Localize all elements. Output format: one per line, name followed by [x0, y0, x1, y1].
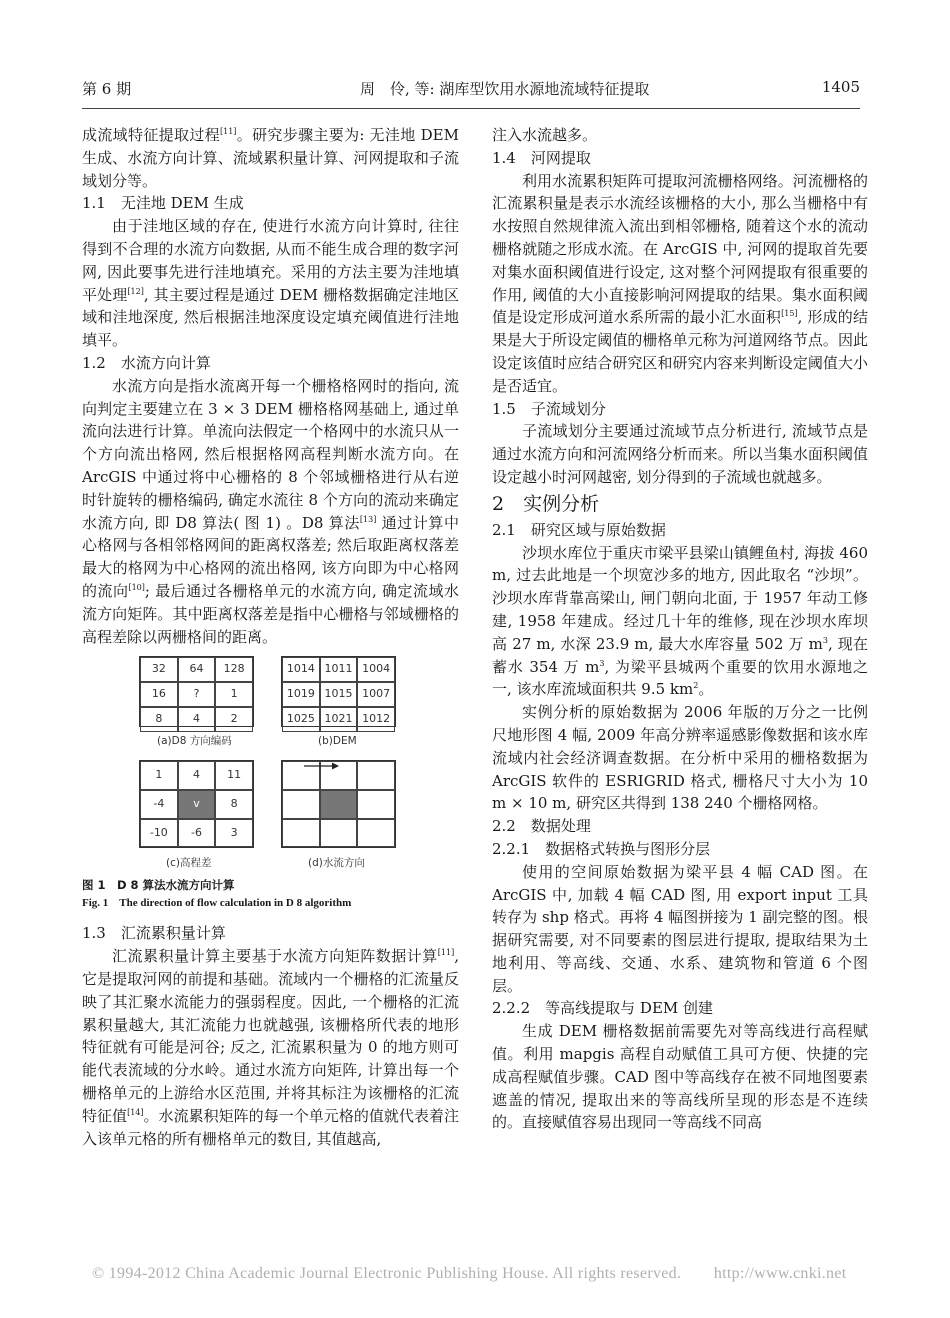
subcaption-c: (c)高程差	[166, 857, 212, 870]
citation: [12]	[127, 286, 144, 296]
grid-cell: 1015	[320, 682, 358, 707]
subsection-heading: 2.2.2 等高线提取与 DEM 创建	[492, 999, 714, 1018]
grid-cell: -6	[178, 819, 216, 848]
paragraph: 注入水流越多。	[492, 126, 598, 144]
grid-cell: 1007	[357, 682, 395, 707]
grid-cell: 8	[215, 790, 253, 819]
grid-cell: 1012	[357, 707, 395, 732]
paragraph: 汇流累积量计算主要基于水流方向矩阵数据计算[11], 它是提取河网的前提和基础。流域内一个栅格的汇流量反映了其汇聚水流能力的强弱程度。因此, 一个栅格的汇流累积量越大, 其汇流能力也就越强, 该栅格所代表的地形特征就有可能是河谷; 反之, 汇流累积量为 0 的地方则可能代表流域的分水岭。通过水流方向矩阵, 计算出每一个栅格单元的上游给水区范围, 并将其标注为该栅格的汇流特征值[14]。水流累积矩阵的每一个单元格的值就代表着注入该单元格的所有栅格单元的数目, 其值越高,	[82, 947, 459, 1148]
citation: [14]	[127, 1107, 144, 1117]
grid-cell: 64	[178, 657, 216, 682]
copyright-watermark: © 1994-2012 China Academic Journal Electronic Publishing House. All rights reserved. http://www.cnki.net	[92, 1265, 847, 1282]
grid-cell: 4	[178, 707, 216, 732]
paragraph: 成流域特征提取过程[11]。研究步骤主要为: 无洼地 DEM 生成、水流方向计算、流域累积量计算、河网提取和子流域划分等。	[82, 126, 459, 190]
section-heading: 1.1 无洼地 DEM 生成	[82, 194, 244, 213]
section-heading: 1.5 子流域划分	[492, 399, 606, 418]
caption-chinese: 图 1 D 8 算法水流方向计算	[82, 878, 235, 893]
paragraph: 由于洼地区域的存在, 使进行水流方向计算时, 往往得到不合理的水流方向数据, 从而不能生成合理的数字河网, 因此要事先进行洼地填充。采用的方法主要为洼地填平处理[12], 其主要过程是通过 DEM 栅格数据确定洼地区域和洼地深度, 然后根据洼地深度设定填充阈值进行洼地填平。	[82, 217, 459, 350]
subsection-heading: 2.2.1 数据格式转换与图形分层	[492, 839, 711, 858]
citation: [15]	[781, 309, 798, 319]
grid-elevation-difference	[139, 760, 254, 848]
subcaption-d: (d)水流方向	[308, 857, 365, 870]
grid-flow-direction	[281, 760, 396, 848]
citation: [13]	[359, 514, 377, 524]
paragraph: 水流方向是指水流离开每一个栅格格网时的指向, 流向判定主要建立在 3 × 3 DEM 栅格格网基础上, 通过单流向法进行计算。单流向法假定一个格网中的水流只从一个方向流出格网, 然后根据格网高程判断水流方向。在 ArcGIS 中通过将中心栅格的 8 个邻域栅格进行从右逆时针旋转的栅格编码, 确定水流往 8 个方向的流动来确定水流方向, 即 D8 算法( 图 1) 。D8 算法[13] 通过计算中心格网与各相邻格网间的距离权落差; 然后取距离权落差最大的格网为中心格网的流出格网, 该方向即为中心格网的流向[10]; 最后通过各栅格单元的水流方向, 确定流域水流方向矩阵。其中距离权落差是指中心栅格与邻域栅格的高程差除以两栅格间的距离。	[82, 376, 459, 646]
grid-cell	[282, 819, 320, 848]
chapter-heading: 2 实例分析	[492, 492, 600, 515]
flow-arrow-icon	[304, 761, 340, 771]
grid-cell: 1014	[282, 657, 320, 682]
grid-cell: 1011	[320, 657, 358, 682]
header-rule	[82, 108, 860, 109]
figure-caption	[82, 876, 459, 912]
paragraph: 生成 DEM 栅格数据前需要先对等高线进行高程赋值。利用 mapgis 高程自动赋值工具可方便、快捷的完成高程赋值步骤。CAD 图中等高线存在被不同地图要素遮盖的情况, 提取出来的等高线所呈现的形态是不连续的。直接赋值容易出现同一等高线不同高	[492, 1022, 868, 1132]
grid-cell: 1	[215, 682, 253, 707]
paragraph: 使用的空间原始数据为梁平县 4 幅 CAD 图。在 ArcGIS 中, 加载 4 幅 CAD 图, 用 export input 工具转存为 shp 格式。再将 4 幅图拼接为 1 副完整的图。根据研究需要, 对不同要素的图层进行提取, 提取结果为土地利用、等高线、交通、水系、建筑物和管道 6 个图层。	[492, 862, 868, 995]
subcaption-a: (a)D8 方向编码	[157, 735, 232, 748]
citation: [11]	[437, 948, 455, 958]
grid-cell: 16	[140, 682, 178, 707]
paragraph: 沙坝水库位于重庆市梁平县梁山镇鲤鱼村, 海拔 460 m, 过去此地是一个坝宽沙多的地方, 因此取名 “沙坝”。沙坝水库背靠高梁山, 闸门朝向北面, 于 1957 年动工修建, 1958 年建成。经过几十年的维修, 现在沙坝水库坝高 27 m, 水深 23.9 m, 最大水库容量 502 万 $m^3$, 现在蓄水 354 万 $m^3$, 为梁平县城两个重要的饮用水源地之一, 该水库流域面积共 9.5 $km^2$。	[492, 543, 868, 699]
grid-cell: ?	[178, 682, 216, 707]
citation: [10]	[128, 582, 145, 592]
grid-cell: 1021	[320, 707, 358, 732]
section-heading: 1.3 汇流累积量计算	[82, 924, 226, 943]
grid-cell: 32	[140, 657, 178, 682]
grid-cell: 1004	[357, 657, 395, 682]
grid-cell	[282, 790, 320, 819]
left-column	[82, 124, 459, 1150]
issue-number: 第 6 期	[82, 80, 132, 98]
grid-cell: 128	[215, 657, 253, 682]
paragraph: 子流域划分主要通过流域节点分析进行, 流域节点是通过水流方向和河流网络分析而来。所以当集水面积阈值设定越小时河网越密, 划分得到的子流域也就越多。	[492, 422, 868, 486]
paragraph: 实例分析的原始数据为 2006 年版的万分之一比例尺地形图 4 幅, 2009 年高分辨率遥感影像数据和该水库流域内社会经济调查数据。在分析中采用的栅格数据为 ArcGIS 软件的 ESRIGRID 格式, 栅格尺寸大小为 10 m × 10 m, 研究区共得到 138 240 个栅格网格。	[492, 703, 868, 813]
section-heading: 2.1 研究区域与原始数据	[492, 520, 666, 539]
paragraph: 利用水流累积矩阵可提取河流栅格网络。河流栅格的汇流累积量是表示水流经该栅格的大小, 那么当栅格中有水按照自然规律流入流出到相邻栅格, 随着这个水的流动栅格就随之形成水流。在 ArcGIS 中, 河网的提取首先要对集水面积阈值进行设定, 这对整个河网提取有很重要的作用, 阈值的大小直接影响河网提取的结果。集水面积阈值是设定形成河道水系所需的最小汇水面积[15], 形成的结果是大于所设定阈值的栅格单元称为河道网络节点。因此设定该值时应结合研究区和研究内容来判断设定阈值大小是否适宜。	[492, 171, 868, 395]
grid-cell	[357, 761, 395, 790]
caption-english: Fig. 1 The direction of flow calculation in D 8 algorithm	[82, 897, 352, 910]
section-heading: 1.2 水流方向计算	[82, 353, 211, 372]
grid-cell: -10	[140, 819, 178, 848]
figure-d8	[82, 656, 459, 918]
grid-cell	[320, 819, 358, 848]
grid-cell: 8	[140, 707, 178, 732]
grid-cell: 1	[140, 761, 178, 790]
citation: [11]	[220, 127, 237, 136]
grid-cell: 2	[215, 707, 253, 732]
grid-cell: 1019	[282, 682, 320, 707]
grid-dem	[281, 656, 396, 727]
grid-cell: 4	[178, 761, 216, 790]
grid-cell	[357, 790, 395, 819]
section-heading: 2.2 数据处理	[492, 817, 591, 836]
page-number: 1405	[821, 78, 860, 96]
grid-cell-center	[320, 790, 358, 819]
grid-cell: 1025	[282, 707, 320, 732]
grid-cell: -4	[140, 790, 178, 819]
section-heading: 1.4 河网提取	[492, 148, 591, 167]
grid-cell-center: v	[178, 790, 216, 819]
running-header	[82, 78, 860, 108]
grid-cell	[357, 819, 395, 848]
grid-direction-codes	[139, 656, 254, 727]
right-column	[492, 124, 868, 1134]
subcaption-b: (b)DEM	[318, 735, 357, 748]
running-title: 周 伶, 等: 湖库型饮用水源地流域特征提取	[360, 80, 650, 98]
grid-cell: 3	[215, 819, 253, 848]
grid-cell: 11	[215, 761, 253, 790]
